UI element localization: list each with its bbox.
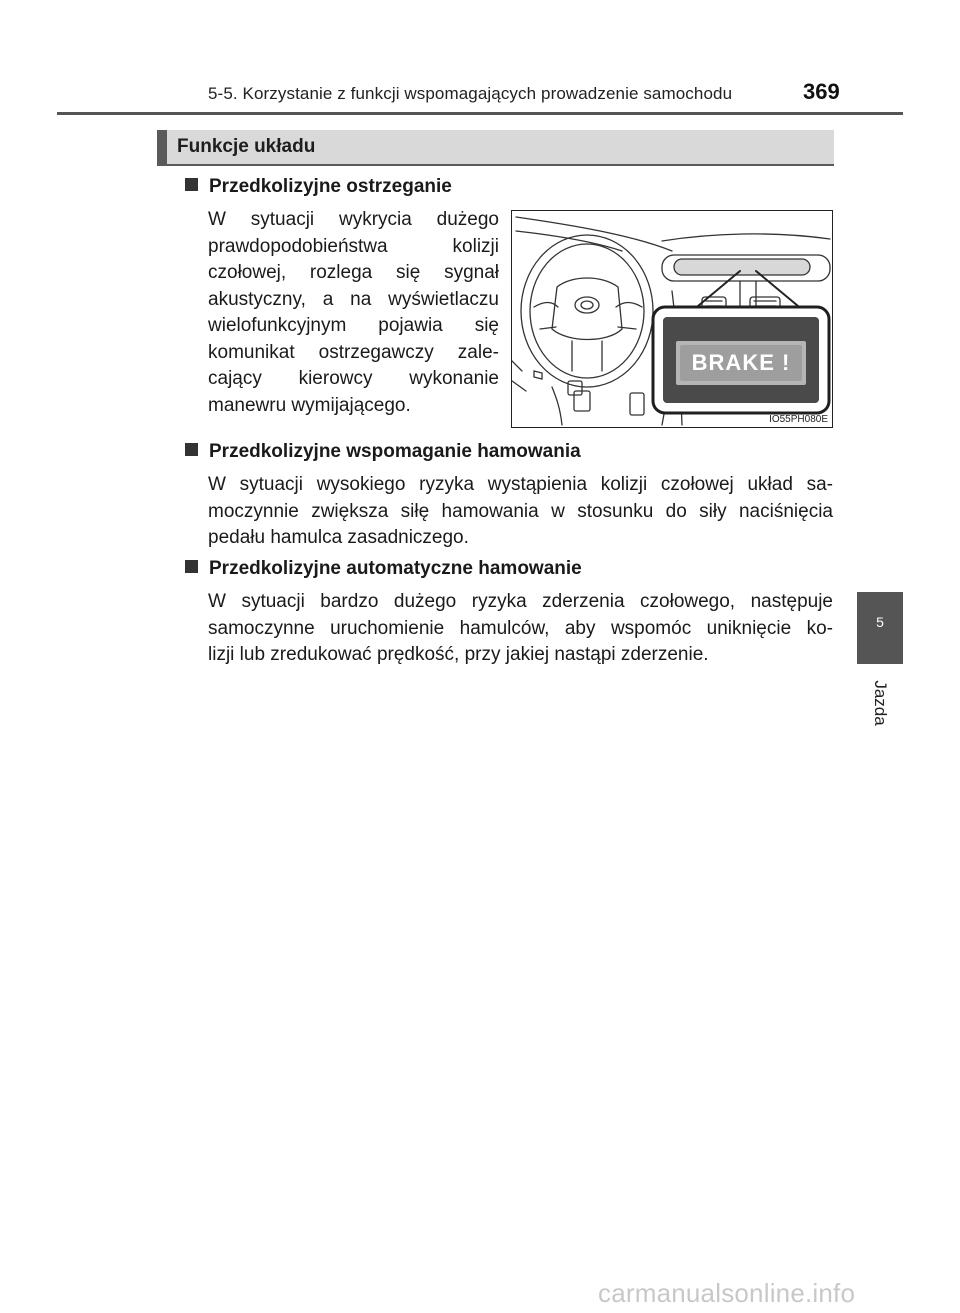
paragraph-line: prawdopodobieństwa kolizji	[208, 235, 499, 257]
paragraph-line: W sytuacji wysokiego ryzyka wystąpienia kolizji czołowej układ sa-	[208, 474, 833, 495]
paragraph-line: manewru wymijającego.	[208, 394, 411, 416]
section-heading-bar	[157, 130, 834, 164]
page-number: 369	[803, 79, 840, 104]
running-header-title: 5-5. Korzystanie z funkcji wspomagających prowadzenie samochodu	[208, 84, 733, 103]
watermark: carmanualsonline.info	[598, 1278, 856, 1308]
paragraph-line: W sytuacji wykrycia dużego	[208, 209, 499, 230]
subheading-pre-collision-brake-assist	[185, 441, 581, 463]
section-heading: Funkcje układu	[177, 136, 316, 157]
paragraph-line: samoczynne uruchomienie hamulców, aby wspomóc uniknięcie ko-	[208, 617, 833, 639]
paragraph-line: moczynnie zwiększa siłę hamowania w stosunku do siły naciśnięcia	[208, 500, 833, 522]
figure-code: IO55PH080E	[769, 414, 828, 425]
paragraph-line: czołowej, rozlega się sygnał	[208, 262, 499, 283]
square-bullet-icon	[185, 178, 198, 191]
subheading-pre-collision-braking	[185, 558, 582, 580]
chapter-label: Jazda	[871, 680, 890, 726]
header-rule	[57, 112, 903, 115]
paragraph-line: cający kierowcy wykonanie	[208, 368, 499, 389]
paragraph-pre-collision-warning	[208, 207, 499, 419]
subheading-text: Przedkolizyjne wspomaganie hamowania	[209, 441, 581, 462]
paragraph-line: W sytuacji bardzo dużego ryzyka zderzenia czołowego, następuje	[208, 591, 833, 612]
square-bullet-icon	[185, 560, 198, 573]
dashboard-line-drawing	[512, 211, 832, 427]
brake-warning-message: BRAKE !	[691, 350, 791, 375]
subheading-text: Przedkolizyjne ostrzeganie	[209, 176, 452, 197]
subheading-pre-collision-warning	[185, 176, 452, 198]
chapter-number: 5	[876, 614, 884, 630]
paragraph-line: lizji lub zredukować prędkość, przy jakiej nastąpi zderzenie.	[208, 644, 709, 665]
paragraph-pre-collision-braking	[208, 589, 833, 669]
paragraph-line: komunikat ostrzegawczy zale-	[208, 341, 499, 363]
chapter-tab	[857, 592, 903, 664]
section-underline	[157, 164, 834, 166]
subheading-text: Przedkolizyjne automatyczne hamowanie	[209, 558, 582, 579]
square-bullet-icon	[185, 443, 198, 456]
paragraph-line: akustyczny, a na wyświetlaczu	[208, 288, 499, 310]
chapter-label-wrapper	[862, 675, 898, 735]
dashboard-illustration	[511, 210, 833, 428]
paragraph-line: pedału hamulca zasadniczego.	[208, 527, 469, 548]
paragraph-pre-collision-brake-assist	[208, 472, 833, 552]
paragraph-line: wielofunkcyjnym pojawia się	[208, 315, 499, 336]
